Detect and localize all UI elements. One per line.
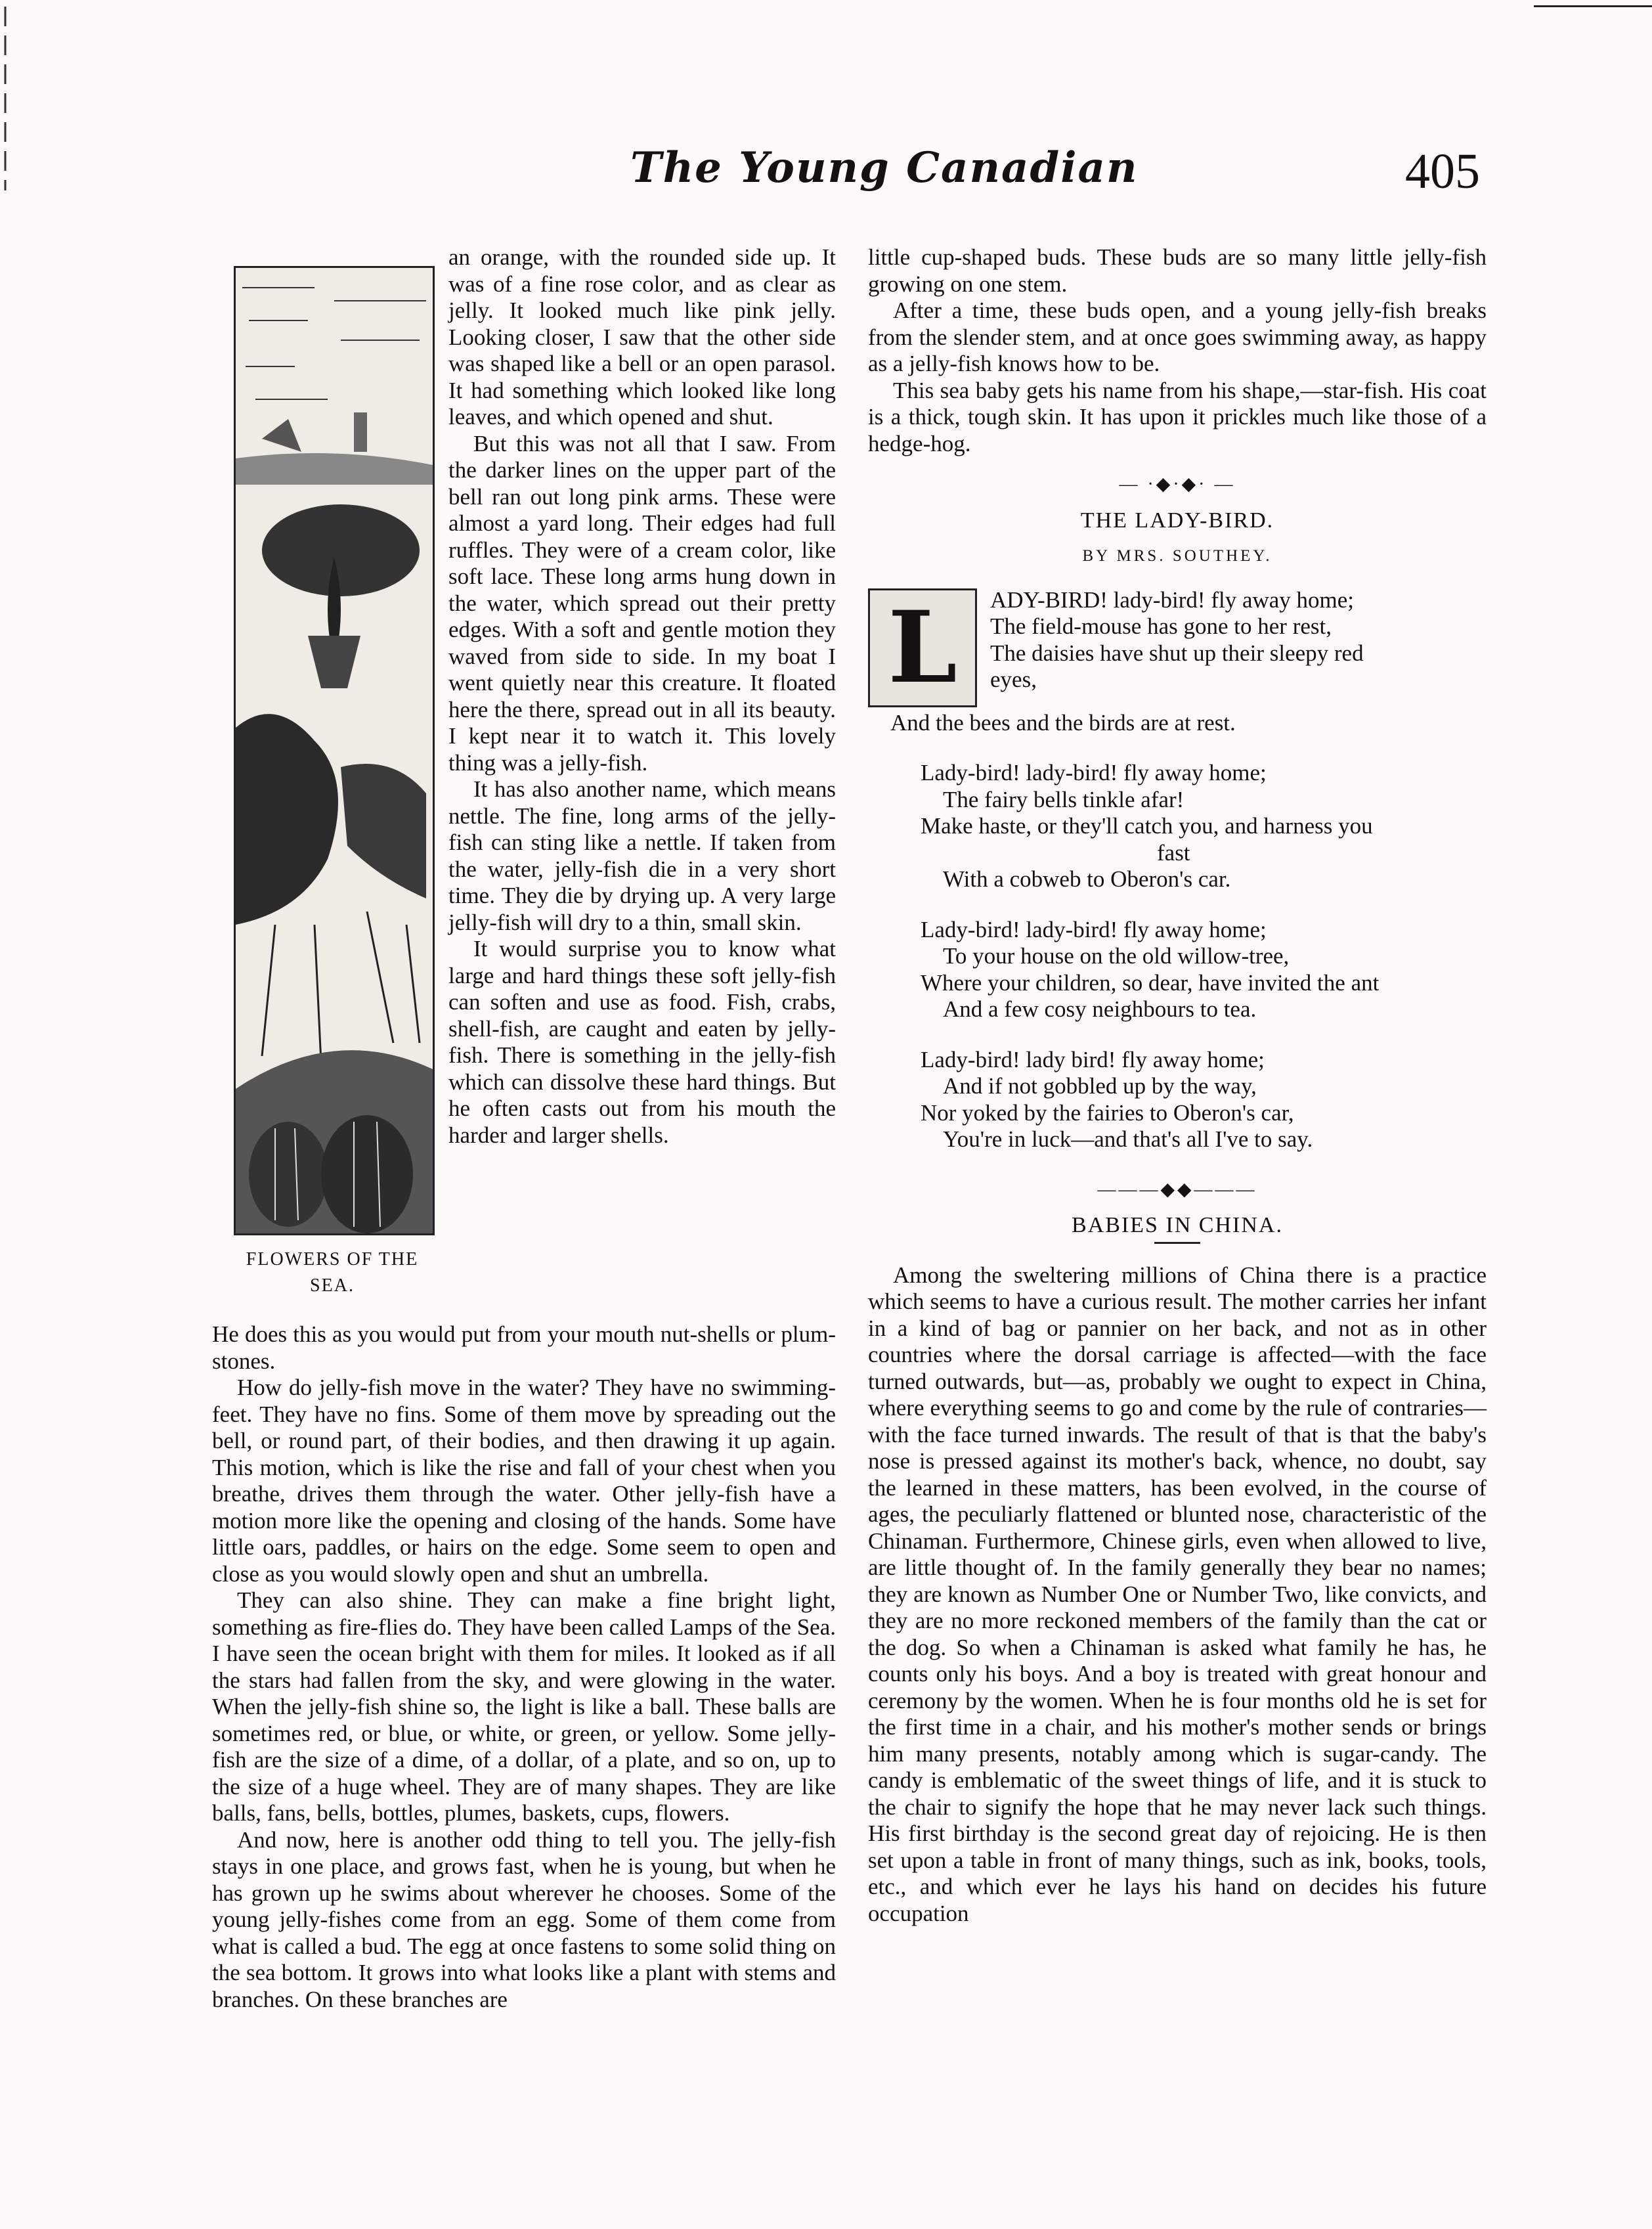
stanza-2 (868, 760, 1487, 893)
paragraph: an orange, with the rounded side up. It was of a fine rose color, and as clear as jelly. It looked much like pink jelly. Looking closer, I saw that the other side was shaped like a bell or an open parasol. It had something which looked like long leaves, and which opened and shut. (448, 244, 836, 430)
caption-line-1: FLOWERS OF THE (246, 1249, 419, 1269)
page-header (0, 143, 1652, 215)
poem-line: ADY-BIRD! lady-bird! fly away home; (990, 586, 1355, 613)
illustration-caption (234, 1247, 431, 1299)
poem-line: fast (1157, 839, 1190, 866)
paragraph: This sea baby gets his name from his shape,—star-fish. His coat is a thick, tough skin. It has upon it prickles much like those of a hedge-hog. (868, 377, 1487, 456)
sea-flowers-illustration (234, 266, 435, 1235)
poem-line: The fairy bells tinkle afar! (943, 786, 1185, 812)
poem-line: Lady-bird! lady-bird! fly away home; (921, 916, 1267, 942)
ornament-divider: — ·◆·◆· — (1119, 474, 1236, 495)
paragraph: It has also another name, which means nettle. The fine, long arms of the jelly-fish can sting like a nettle. If taken from the water, jelly-fish die in a very short time. They die by drying up. A very large jelly-fish will dry to a thin, small skin. (448, 776, 836, 935)
poem-line: Make haste, or they'll catch you, and harness you (921, 813, 1373, 839)
paragraph: After a time, these buds open, and a young jelly-fish breaks from the slender stem, and at once goes swimming away, as happy as a jelly-fish knows how to be. (868, 298, 1487, 376)
poem-line: Nor yoked by the fairies to Oberon's car, (921, 1099, 1294, 1126)
poem (868, 587, 1487, 1153)
poem-line: Where your children, so dear, have invited the ant (921, 969, 1380, 996)
page-number: 405 (1405, 144, 1480, 199)
poem-line: And the bees and the birds are at rest. (890, 709, 1236, 736)
paragraph: It would surprise you to know what large and hard things these soft jelly-fish can soften and use as food. Fish, crabs, shell-fish, are caught and eaten by jelly-fish. There is something in the jelly-fish which can dissolve these hard things. But he often casts out from his mouth the harder and larger shells. (448, 936, 836, 1148)
column-1-lower (212, 1321, 836, 2013)
column-1-upper (448, 244, 836, 1149)
poem-line: And a few cosy neighbours to tea. (943, 996, 1257, 1022)
poem-line: Lady-bird! lady-bird! fly away home; (921, 760, 1267, 785)
poem-title: THE LADY-BIRD. (1080, 508, 1274, 533)
paragraph: They can also shine. They can make a fine bright light, something as fire-flies do. They have been called Lamps of the Sea. I have seen the ocean bright with them for miles. It looked as if all the stars had fallen from the sky, and were glowing in the water. When the jelly-fish shine so, the light is like a ball. These balls are sometimes red, or blue, or white, or green, or yellow. Some jelly-fish are the size of a dime, of a dollar, of a plate, and so on, up to the size of a huge wheel. They are of many shapes. They are like balls, fans, bells, bottles, plumes, baskets, cups, flowers. (212, 1587, 836, 1826)
top-right-rule (1534, 5, 1652, 7)
drop-cap: L (868, 588, 977, 707)
illustration-art (236, 268, 433, 1233)
article-title: BABIES IN CHINA. (1072, 1213, 1283, 1237)
stanza-4 (868, 1047, 1487, 1153)
paragraph: And now, here is another odd thing to tell you. The jelly-fish stays in one place, and grows fast, when he is young, but when he has grown up he swims about wherever he chooses. Some of the young jelly-fishes come from an egg. Some of them come from what is called a bud. The egg at once fastens to some solid thing on the sea bottom. It grows into what looks like a plant with stems and branches. On these branches are (212, 1826, 836, 2012)
poem-line: The field-mouse has gone to her rest, (990, 613, 1332, 639)
paragraph: But this was not all that I saw. From the darker lines on the upper part of the bell ran out long pink arms. These were almost a yard long. Their edges had full ruffles. They were of a cream color, like soft lace. These long arms hung down in the water, which spread out their pretty edges. With a soft and gentle motion they waved from side to side. In my boat I went quietly near this creature. It floated here the there, spread out in all its beauty. I kept near it to watch it. This lovely thing was a jelly-fish. (448, 430, 836, 776)
poem-line: You're in luck—and that's all I've to say. (943, 1126, 1313, 1152)
caption-line-2: SEA. (310, 1275, 355, 1296)
poem-line: To your house on the old willow-tree, (943, 943, 1290, 969)
poem-line: Lady-bird! lady bird! fly away home; (921, 1046, 1265, 1072)
ornament-divider: ———◆◆——— (1097, 1179, 1257, 1200)
title-underline (1154, 1242, 1200, 1244)
poem-byline: BY MRS. SOUTHEY. (1082, 547, 1272, 565)
article-body: Among the sweltering millions of China there is a practice which seems to have a curious result. The mother carries her infant in a kind of bag or pannier on her back, and not as in other countries where the dorsal carriage is affected—with the face turned outwards, but—as, probably we ought to expect in China, where everything seems to go and come by the rule of contraries—with the face turned inwards. The result of that is that the baby's nose is pressed against its mother's back, whence, no doubt, say the learned in these matters, has been evolved, in the course of ages, the peculiarly flattened or blunted nose, characteristic of the Chinaman. Furthermore, Chinese girls, even when allowed to live, are little thought of. In the family generally they bear no names; they are known as Number One or Number Two, like convicts, and they are no more reckoned members of the family than the cat or the dog. So when a Chinaman is asked what family he has, he counts only his boys. And a boy is treated with great honour and ceremony by the women. When he is four months old he is set for the first time in a chair, and his mother's mother sends or brings him many presents, notably among which is sugar-candy. The candy is emblematic of the sweet things of life, and it is stuck to the chair to signify the hope that he may never lack such things. His first birthday is the second great day of rejoicing. He is then set upon a table in front of many things, such as ink, books, tools, etc., and which ever he lays his hand on decides his future occupation (868, 1262, 1487, 1926)
poem-line: With a cobweb to Oberon's car. (943, 866, 1231, 892)
poem-line: The daisies have shut up their sleepy red (990, 640, 1364, 666)
paragraph: How do jelly-fish move in the water? They have no swimming-feet. They have no fins. Some of them move by spreading out the bell, or round part, of their bodies, and then drawing it up again. This motion, which is like the rise and fall of your chest when you breathe, drives them through the water. Other jelly-fish have a motion more like the opening and closing of the hands. Some have little oars, paddles, or hairs on the edge. Some seem to open and close as you would slowly open and shut an umbrella. (212, 1375, 836, 1587)
page-title: The Young Canadian (630, 143, 1139, 192)
stanza-3 (868, 917, 1487, 1023)
paragraph: He does this as you would put from your mouth nut-shells or plum-stones. (212, 1321, 836, 1374)
poem-line: eyes, (990, 667, 1037, 692)
poem-line: And if not gobbled up by the way, (943, 1073, 1257, 1099)
paragraph: little cup-shaped buds. These buds are so many little jelly-fish growing on one stem. (868, 244, 1487, 297)
stanza-1 (868, 587, 1487, 737)
column-2 (868, 244, 1487, 1927)
